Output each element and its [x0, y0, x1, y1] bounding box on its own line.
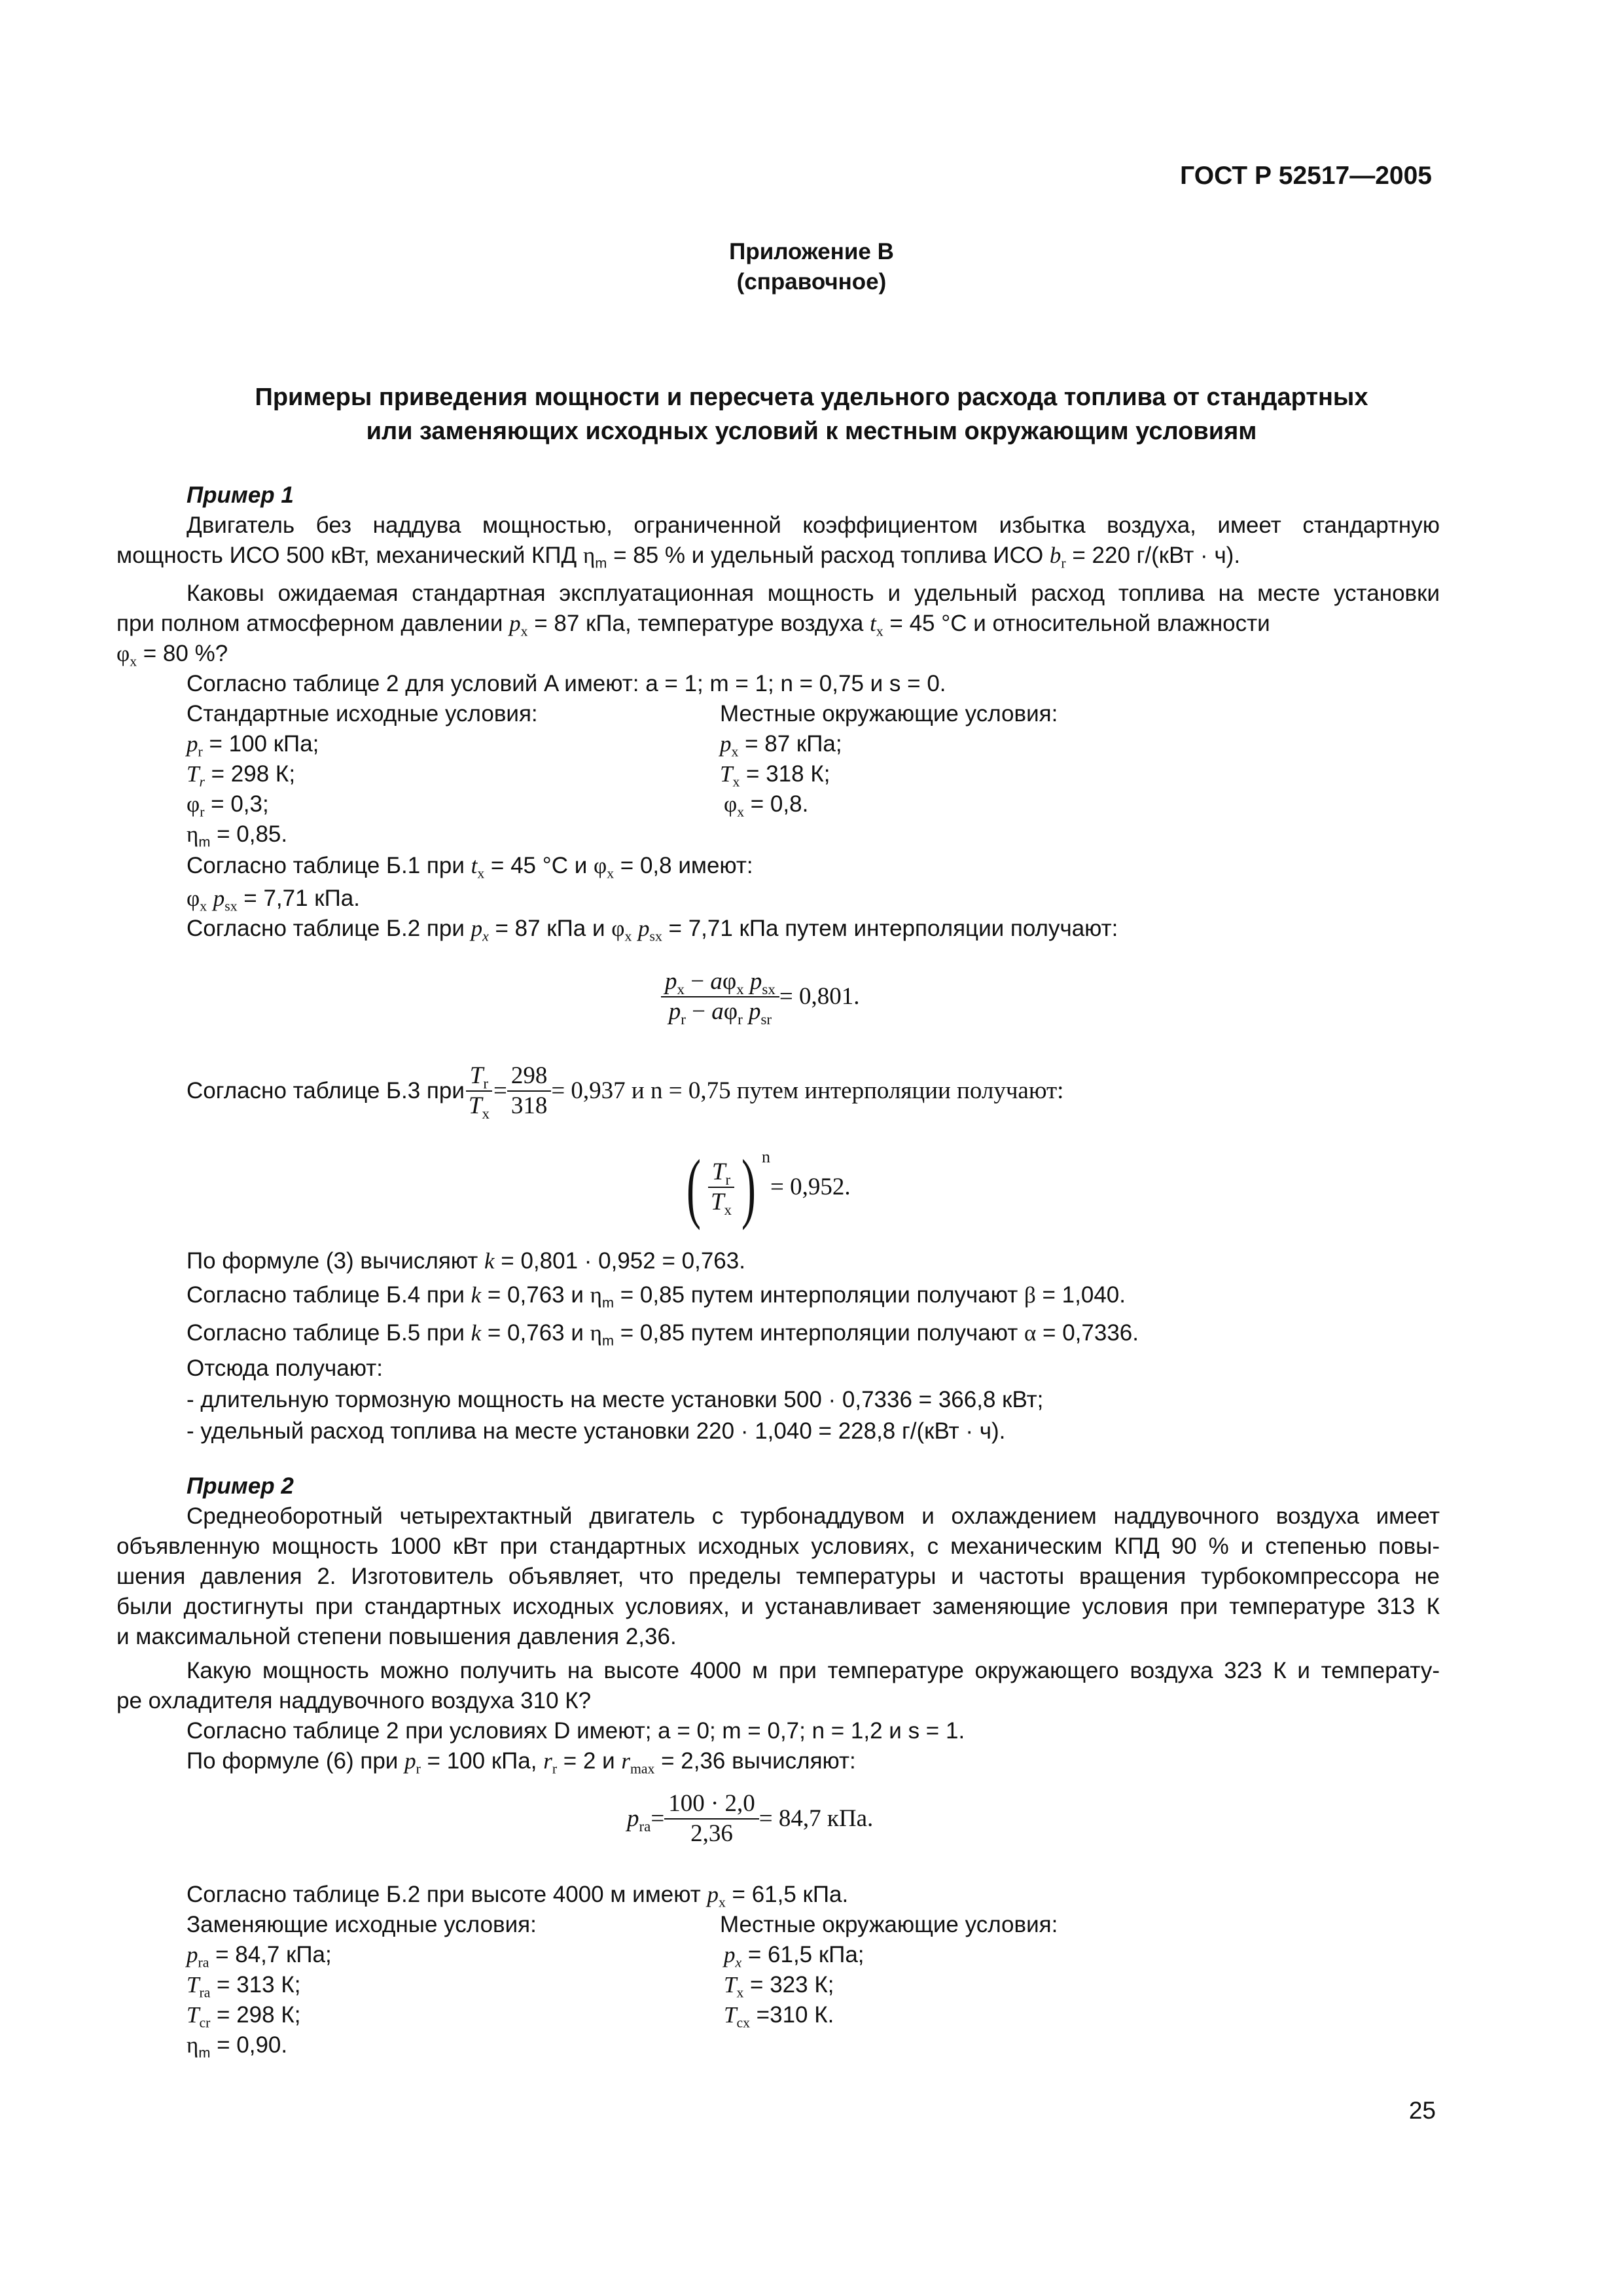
example-1-para-2-line-3: $\varphi_x = 80$ %?: [116, 641, 228, 670]
loc2-px: $p_x = 61,5$ кПа;: [724, 1942, 865, 1971]
formula-3-line: По формуле (3) вычисляют k = 0,801 · 0,952 = 0,763.: [187, 1248, 745, 1274]
table-b5-line: Согласно таблице Б.5 при k = 0,763 и $\eta_m = 0,85$ путем интерполяции получают α = 0,7336.: [187, 1320, 1139, 1349]
hence-line: Отсюда получают:: [187, 1355, 383, 1381]
local-conditions-heading: Местные окружающие условия:: [720, 701, 1058, 726]
appendix-subtitle: (справочное): [736, 269, 887, 295]
standard-conditions-heading: Стандартные исходные условия:: [187, 701, 538, 726]
example-1-table2: Согласно таблице 2 для условий A имеют: a = 1; m = 1; n = 0,75 и s = 0.: [187, 671, 946, 696]
example-2-para-2-line-2: ре охладителя наддувочного воздуха 310 К?: [116, 1688, 592, 1713]
replacement-conditions-heading: Заменяющие исходные условия:: [187, 1912, 537, 1937]
example-2-para-1-line-4: были достигнуты при стандартных исходных условиях, и устанавливает заменяющие условия при температуре 313 К: [116, 1594, 1440, 1619]
std-pr: $p_r = 100$ кПа;: [187, 731, 319, 760]
example-2-para-2-line-1: Какую мощность можно получить на высоте 4000 м при температуре окружающего воздуха 323 К и температу-: [187, 1658, 1440, 1683]
right-paren: ): [741, 1143, 756, 1230]
loc2-Tcx: $T_{cx} =310$ К.: [724, 2002, 834, 2031]
loc-px: $p_x = 87$ кПа;: [720, 731, 842, 760]
std-Tr: $T_r = 298$ К;: [187, 761, 296, 790]
page-number: 25: [1408, 2097, 1436, 2124]
table-b4-line: Согласно таблице Б.4 при k = 0,763 и $\eta_m = 0,85$ путем интерполяции получают β = 1,040.: [187, 1282, 1126, 1311]
example-2-para-1-line-1: Среднеоборотный четырехтактный двигатель с турбонаддувом и охлаждением наддувочного воздуха имеет: [187, 1503, 1440, 1529]
example-2-para-1-line-3: шения давления 2. Изготовитель объявляет, что пределы температуры и частоты вращения турбокомпрессора не: [116, 1564, 1440, 1589]
left-paren: (: [686, 1143, 701, 1230]
document-id: ГОСТ Р 52517—2005: [1180, 162, 1432, 190]
table-b1-line: Согласно таблице Б.1 при $t_x = 45$ °С и $\varphi_x = 0,8$ имеют:: [187, 853, 753, 882]
result-power: - длительную тормозную мощность на месте установки 500 · 0,7336 = 366,8 кВт;: [187, 1387, 1044, 1412]
equation-temperature-ratio-power: ( $\frac{T_r}{T_x}$ ) n = 0,952.: [686, 1143, 851, 1230]
example-2-table2: Согласно таблице 2 при условиях D имеют; a = 0; m = 0,7; n = 1,2 и s = 1.: [187, 1718, 965, 1744]
result-fuel-consumption: - удельный расход топлива на месте установки 220 · 1,040 = 228,8 г/(кВт · ч).: [187, 1418, 1006, 1444]
section-heading-line-1: Примеры приведения мощности и пересчета удельного расхода топлива от стандартных: [255, 384, 1368, 411]
table-b3-line: Согласно таблице Б.3 при $\frac{T_r}{T_x}$ = $\frac{298}{318}$ = 0,937 и n = 0,75 путем интерполяции получают:: [187, 1062, 1064, 1122]
loc2-Tx: $T_x = 323$ К;: [724, 1972, 834, 2001]
example-1-para-2-line-1: Каковы ожидаемая стандартная эксплуатационная мощность и удельный расход топлива на месте установки: [187, 581, 1440, 606]
repl-Tcr: $T_{cr} = 298$ К;: [187, 2002, 301, 2031]
loc-Tx: $T_x = 318$ К;: [720, 761, 830, 790]
equation-pra: $p_{ra}$ = $\frac{100 \cdot 2,0}{2,36}$ = 84,7 кПа.: [627, 1790, 874, 1847]
formula-6-line: По формуле (6) при $p_r = 100$ кПа, $r_r = 2$ и $r_{max} = 2,36$ вычисляют:: [187, 1748, 856, 1777]
phi-psx-value: $\varphi_x$ $p_{sx} = 7,71$ кПа.: [187, 886, 360, 914]
equation-humidity-ratio: $\frac{p_x - a\varphi_x p_{sx}}{p_r - a\varphi_r p_{sr}}$ = 0,801.: [661, 967, 859, 1026]
repl-pra: $p_{ra} = 84,7$ кПа;: [187, 1942, 332, 1971]
table-b2-altitude-line: Согласно таблице Б.2 при высоте 4000 м имеют $p_x = 61,5$ кПа.: [187, 1882, 849, 1910]
example-2-para-1-line-2: объявленную мощность 1000 кВт при стандартных исходных условиях, с механическим КПД 90 % и степенью повы-: [116, 1534, 1440, 1559]
example-1-para-1-line-2: мощность ИСО 500 кВт, механический КПД $\eta_m = 85$ % и удельный расход топлива ИСО $b_r = 220$ г/(кВт · ч).: [116, 543, 1241, 571]
repl-Tra: $T_{ra} = 313$ К;: [187, 1972, 301, 2001]
local-conditions-heading-2: Местные окружающие условия:: [720, 1912, 1058, 1937]
example-2-title: Пример 2: [187, 1473, 294, 1499]
std-etam: $\eta_m = 0,85$.: [187, 821, 288, 850]
appendix-title: Приложение В: [729, 239, 894, 264]
loc-phix: $\varphi_x = 0,8$.: [724, 791, 809, 820]
repl-etam: $\eta_m = 0,90$.: [187, 2032, 288, 2061]
example-1-para-1-line-1: Двигатель без наддува мощностью, ограниченной коэффициентом избытка воздуха, имеет стандартную: [187, 512, 1440, 538]
section-heading-line-2: или заменяющих исходных условий к местным окружающим условиям: [366, 418, 1257, 445]
example-2-para-1-line-5: и максимальной степени повышения давления 2,36.: [116, 1624, 677, 1649]
std-phir: $\varphi_r = 0,3$;: [187, 791, 269, 820]
table-b2-line: Согласно таблице Б.2 при $p_x = 87$ кПа и $\varphi_x$ $p_{sx} = 7,71$ кПа путем интерполяции получают:: [187, 916, 1118, 944]
example-1-title: Пример 1: [187, 482, 294, 508]
example-1-para-2-line-2: при полном атмосферном давлении $p_x = 87$ кПа, температуре воздуха $t_x = 45$ °С и относительной влажности: [116, 611, 1270, 639]
